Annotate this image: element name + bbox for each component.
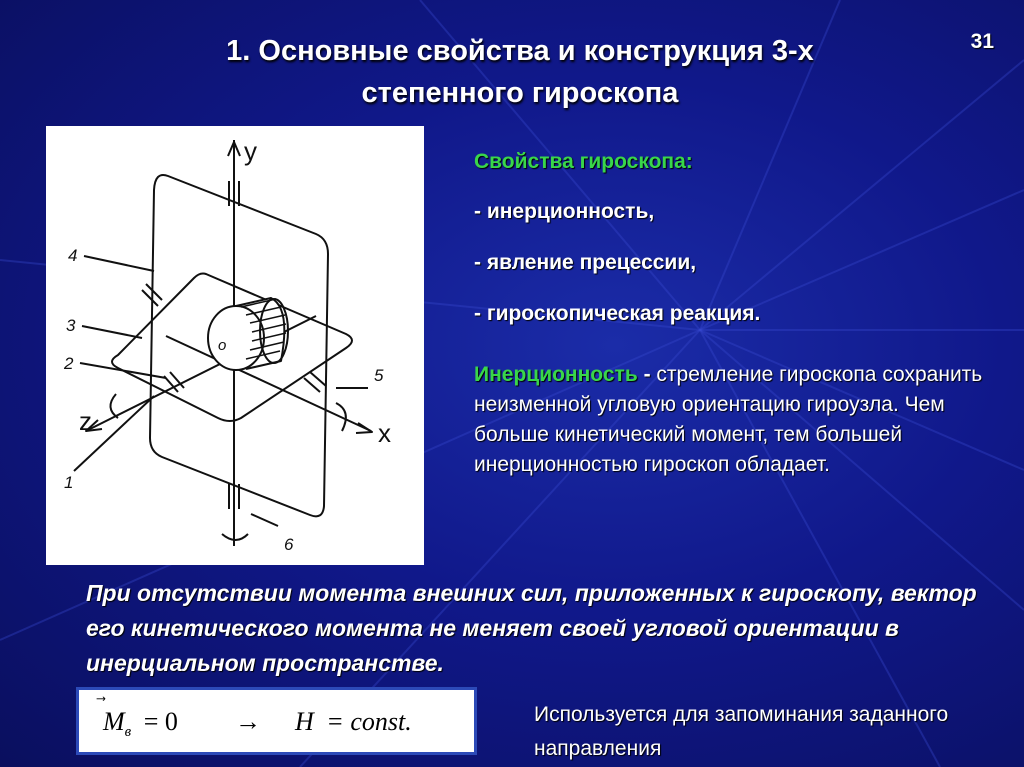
- properties-heading: Свойства гироскопа:: [474, 150, 693, 173]
- formula-rhs-value: = const.: [326, 707, 412, 736]
- center-label: o: [218, 337, 227, 354]
- formula-lhs: [103, 707, 178, 741]
- inertia-text: стремление гироскопа сохранить неизменной угловую ориентацию гироузла. Чем больше кинетический момент, тем большей инерционностью гироскоп обладает.: [474, 363, 983, 476]
- slide-title: [120, 30, 920, 114]
- figure-label-3: 3: [66, 316, 76, 335]
- formula-subscript: в: [124, 724, 132, 741]
- slide-title-line-2: степенного гироскопа: [361, 77, 679, 109]
- figure-label-6: 6: [284, 535, 294, 554]
- axis-x-label: x: [378, 418, 391, 448]
- axis-z-label: z: [79, 406, 92, 436]
- property-item: - гироскопическая реакция.: [474, 302, 761, 325]
- formula-lhs-value: = 0: [143, 707, 178, 736]
- slide-title-line-1: 1. Основные свойства и конструкция 3-х: [226, 35, 814, 67]
- inertia-definition: [474, 360, 994, 480]
- formula-rhs: [295, 707, 412, 737]
- property-item: - явление прецессии,: [474, 251, 697, 274]
- usage-text: Используется для запоминания заданного направления: [534, 703, 949, 760]
- rotor: [208, 298, 288, 370]
- inertia-term: Инерционность: [474, 363, 638, 386]
- gyroscope-properties: [474, 150, 994, 353]
- principle-statement: При отсутствии момента внешних сил, приложенных к гироскопу, вектор его кинетического момента не меняет своей угловой ориентации в инерциальном пространстве.: [86, 580, 977, 676]
- figure-label-2: 2: [64, 354, 74, 373]
- vector-m: M: [103, 707, 125, 736]
- gyroscope-diagram: [46, 126, 424, 565]
- figure-label-5: 5: [374, 366, 384, 385]
- slide-number: 31: [970, 30, 994, 53]
- formula-box: [76, 687, 477, 755]
- axis-y-label: y: [244, 136, 257, 166]
- gyroscope-figure: [46, 126, 424, 565]
- property-item: - инерционность,: [474, 200, 655, 223]
- figure-label-4: 4: [68, 246, 78, 265]
- formula-arrow: →: [235, 707, 261, 736]
- vector-h: H: [295, 707, 314, 736]
- inertia-dash: -: [637, 363, 651, 386]
- figure-label-1: 1: [64, 473, 74, 492]
